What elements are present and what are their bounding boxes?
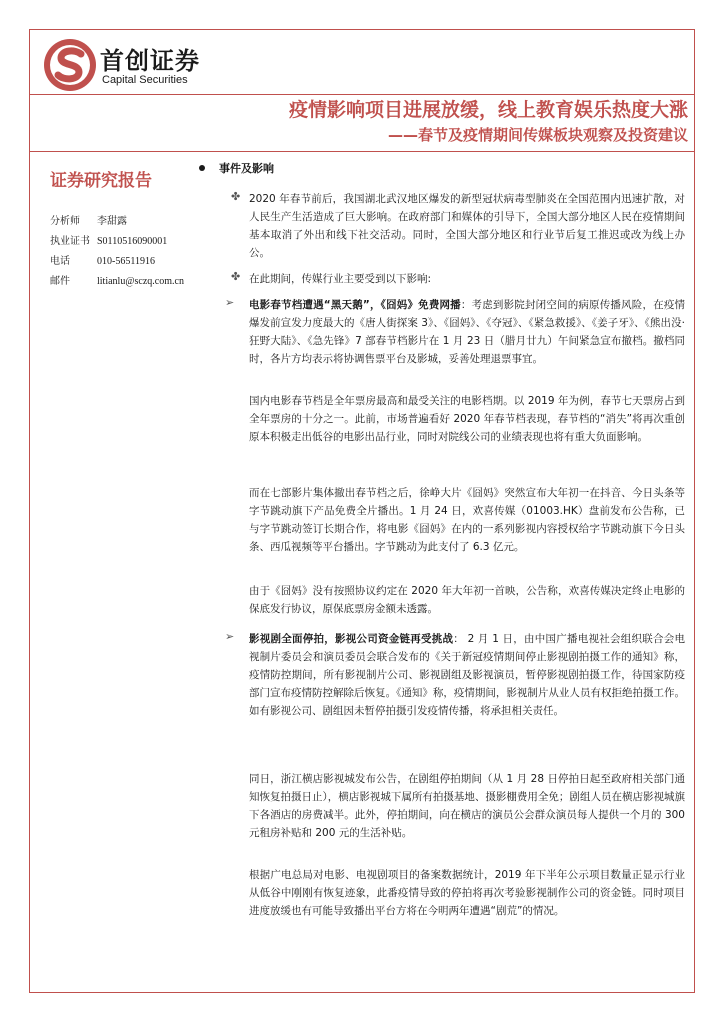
film-heading: 电影春节档遭遇“黑天鹅”，《囧妈》免费网播: [249, 299, 461, 311]
brand-name-en: Capital Securities: [102, 74, 188, 86]
phone-label: 电话: [50, 256, 70, 267]
tv-text-2: 同日，浙江横店影视城发布公告，在剧组停拍期间（从 1 月 28 日停拍日起至政府相关部门通知恢复拍摄日止），横店影视城下属所有拍摄基地、摄影棚费用全免；剧组人员在横店影视城旗下各酒店的房费减半。此外，停拍期间，向在横店的演员公会群众演员每人提供一个月的 300 元租房补贴和 200 元的生活补贴。: [249, 773, 685, 839]
tv-paragraph-1: [225, 630, 685, 720]
analyst-row: [50, 212, 200, 232]
intro-paragraph-1: [231, 190, 685, 262]
intro-text-2: 在此期间，传媒行业主要受到以下影响:: [249, 273, 432, 285]
film-text-1: [249, 296, 685, 368]
film-text-2: 国内电影春节档是全年票房最高和最受关注的电影档期。以 2019 年为例，春节七天票房占到全年票房的十分之一。此前，市场普遍看好 2020 年春节档表现，春节档的“消失”将再次重创原本积极走出低谷的电影出品行业，同时对院线公司的业绩表现也将有重大负面影响。: [249, 395, 685, 443]
intro-paragraph-2: [231, 270, 685, 288]
tv-paragraph-3: [249, 866, 685, 920]
report-subtitle: ——春节及疫情期间传媒板块观察及投资建议: [387, 126, 688, 144]
capital-securities-logo-icon: [42, 37, 98, 93]
report-type-label: 证券研究报告: [50, 171, 152, 191]
license-value: S0110516090001: [97, 236, 168, 247]
arrow-bullet-icon: ➢: [225, 630, 235, 643]
film-paragraph-1: [225, 296, 686, 368]
analyst-label: 分析师: [50, 216, 80, 227]
pin-icon: ✤: [231, 190, 241, 203]
film-paragraph-2: [249, 392, 685, 446]
phone-row: [50, 252, 200, 272]
section-title: 事件及影响: [219, 162, 274, 175]
film-paragraph-4: [249, 582, 685, 618]
email-value: litianlu@sczq.com.cn: [97, 276, 184, 287]
section-heading: [197, 160, 274, 176]
analyst-name: 李甜露: [97, 216, 127, 227]
intro-text-1: 2020 年春节前后，我国湖北武汉地区爆发的新型冠状病毒型肺炎在全国范围内迅速扩散，对人民生产生活造成了巨大影响。在政府部门和媒体的引导下，全国大部分地区人民在疫情期间基本取消了外出和线下社交活动。同时，全国大部分地区和行业节后复工推迟或改为线上办公。: [249, 193, 685, 259]
tv-text-1: [249, 630, 685, 720]
film-body-1: ：考虑到影院封闭空间的病原传播风险，在疫情爆发前宣发力度最大的《唐人街探案 3》、《囧妈》、《夺冠》、《紧急救援》、《姜子牙》、《熊出没·狂野大陆》、《急先锋》7 部春节档影片在 1 月 23 日（腊月廿九）午间紧急宣布撤档。撤档同时，各片方均表示将协调售票平台及影城，妥善处理退票事宜。: [249, 299, 686, 365]
tv-heading: 影视剧全面停拍，影视公司资金链再受挑战: [249, 633, 454, 645]
license-label: 执业证书: [50, 236, 90, 247]
arrow-bullet-icon: ➢: [225, 296, 235, 309]
tv-text-3: 根据广电总局对电影、电视剧项目的备案数据统计，2019 年下半年公示项目数量正显示行业从低谷中刚刚有恢复迹象，此番疫情导致的停拍将再次考验影视制作公司的资金链。同时项目进度放缓也有可能导致播出平台方将在今明两年遭遇“剧荒”的情况。: [249, 869, 685, 917]
analyst-info: [50, 212, 200, 292]
tv-body-1: ： 2 月 1 日，由中国广播电视社会组织联合会电视制片委员会和演员委员会联合发布的《关于新冠疫情期间停止影视剧拍摄工作的通知》称，疫情防控期间，所有影视制片公司、影视剧组及影视演员，暂停影视剧拍摄工作，待国家防疫部门宣布疫情防控解除后恢复。《通知》称，疫情期间，影视制片从业人员有权拒绝拍摄工作。如有影视公司、剧组因未暂停拍摄引发疫情传播，将承担相关责任。: [249, 633, 685, 717]
phone-value: 010-56511916: [97, 256, 155, 267]
header-divider-bottom: [29, 151, 695, 152]
bullet-dot-icon: [199, 165, 205, 171]
brand-logo: [42, 37, 230, 93]
email-row: [50, 272, 200, 292]
brand-name-cn: 首创证券: [100, 47, 200, 75]
report-title: 疫情影响项目进展放缓，线上教育娱乐热度大涨: [288, 99, 688, 121]
email-label: 邮件: [50, 276, 70, 287]
license-row: [50, 232, 200, 252]
film-text-4: 由于《囧妈》没有按照协议约定在 2020 年大年初一首映，公告称，欢喜传媒决定终止电影的保底发行协议，原保底票房金额未透露。: [249, 585, 685, 615]
pin-icon: ✤: [231, 270, 241, 283]
film-text-3: 而在七部影片集体撤出春节档之后，徐峥大片《囧妈》突然宣布大年初一在抖音、今日头条等字节跳动旗下产品免费全片播出。1 月 24 日，欢喜传媒（01003.HK）盘前发布公告称，已与字节跳动签订长期合作，将电影《囧妈》在内的一系列影视内容授权给字节跳动旗下今日头条、西瓜视频等平台播出。字节跳动为此支付了 6.3 亿元。: [249, 487, 685, 553]
film-paragraph-3: [249, 484, 685, 556]
tv-paragraph-2: [249, 770, 685, 842]
